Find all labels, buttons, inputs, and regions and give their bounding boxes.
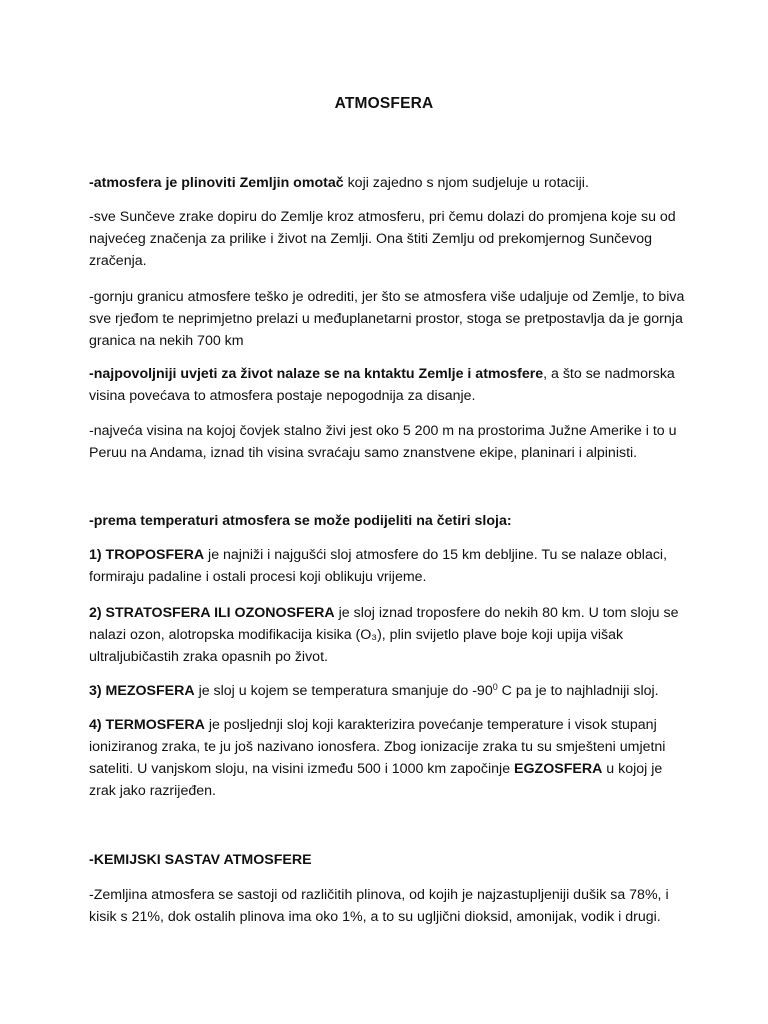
exosphere-name: EGZOSFERA xyxy=(514,761,603,777)
page-title: ATMOSFERA xyxy=(334,95,434,112)
layer-description: je sloj u kojem se temperatura smanjuje do -90 xyxy=(194,683,493,699)
layer-name: 4) TERMOSFERA xyxy=(89,717,205,733)
layer-description: je posljednji sloj koji karakterizira povećanje temperature i visok stupanj ioniziranog zraka, te ju još nazivano ionosfera. Zbog ionizacije zraka tu su smješteni umjetni sateliti. U vanjskom sloju, na visini između 500 i 1000 km započinje xyxy=(89,717,666,777)
paragraph-text: koji zajedno s njom sudjeluje u rotaciji. xyxy=(343,175,589,191)
paragraph-composition: -Zemljina atmosfera se sastoji od različitih plinova, od kojih je najzastupljeniji dušik sa 78%, i kisik s 21%, dok ostalih plinova ima oko 1%, a to su ugljični dioksid, amonijak, vodik i drugi. xyxy=(89,887,669,925)
layer-description: je sloj iznad troposfere do nekih 80 km. U tom sloju se nalazi ozon, alotropska modifikacija kisika (O₃), plin svijetlo plave boje koji upija višak ultraljubičastih zraka opasnih po život. xyxy=(89,605,679,665)
layer-mesosphere xyxy=(89,680,689,702)
layer-description-end: C pa je to najhladniji sloj. xyxy=(497,683,659,699)
paragraph-highest-altitude: -najveća visina na kojoj čovjek stalno živi jest oko 5 200 m na prostorima Južne Amerike i to u Peruu na Andama, iznad tih visina svraćaju samo znanstvene ekipe, planinari i alpinisti. xyxy=(89,423,677,461)
bold-text: -atmosfera je plinoviti Zemljin omotač xyxy=(89,175,344,191)
layer-thermosphere xyxy=(89,714,689,802)
paragraph-upper-boundary: -gornju granicu atmosfere teško je odrediti, jer što se atmosfera više udaljuje od Zemlje, to biva sve rjeđom te neprimjetno prelazi u međuplanetarni prostor, stoga se pretpostavlja da je gornja granica na nekih 700 km xyxy=(89,289,685,349)
section-heading-composition: -KEMIJSKI SASTAV ATMOSFERE xyxy=(89,852,312,868)
section-heading-layers: -prema temperaturi atmosfera se može podijeliti na četiri sloja: xyxy=(89,513,512,529)
degree-sign: 0 xyxy=(492,682,498,692)
bold-text: -najpovoljniji uvjeti za život nalaze se na kntaktu Zemlje i atmosfere xyxy=(89,366,544,382)
layer-name: 1) TROPOSFERA xyxy=(89,547,205,563)
paragraph-definition xyxy=(89,172,689,194)
paragraph-sun-rays: -sve Sunčeve zrake dopiru do Zemlje kroz atmosferu, pri čemu dolazi do promjena koje su od najvećeg značenja za prilike i život na Zemlji. Ona štiti Zemlju od prekomjernog Sunčevog zračenja. xyxy=(89,209,676,269)
paragraph-text: , a što se nadmorska visina povećava to atmosfera postaje nepogodnija za disanje. xyxy=(89,366,675,404)
layer-description: je najniži i najgušći sloj atmosfere do 15 km debljine. Tu se nalaze oblaci, formiraju padaline i ostali procesi koji oblikuju vrijeme. xyxy=(89,547,668,585)
layer-stratosphere xyxy=(89,602,689,668)
layer-name: 2) STRATOSFERA ILI OZONOSFERA xyxy=(89,605,335,621)
layer-troposphere xyxy=(89,544,689,588)
layer-name: 3) MEZOSFERA xyxy=(89,683,195,699)
layer-description-end: u kojoj je zrak jako razrijeđen. xyxy=(89,761,663,799)
paragraph-living-conditions xyxy=(89,363,689,407)
